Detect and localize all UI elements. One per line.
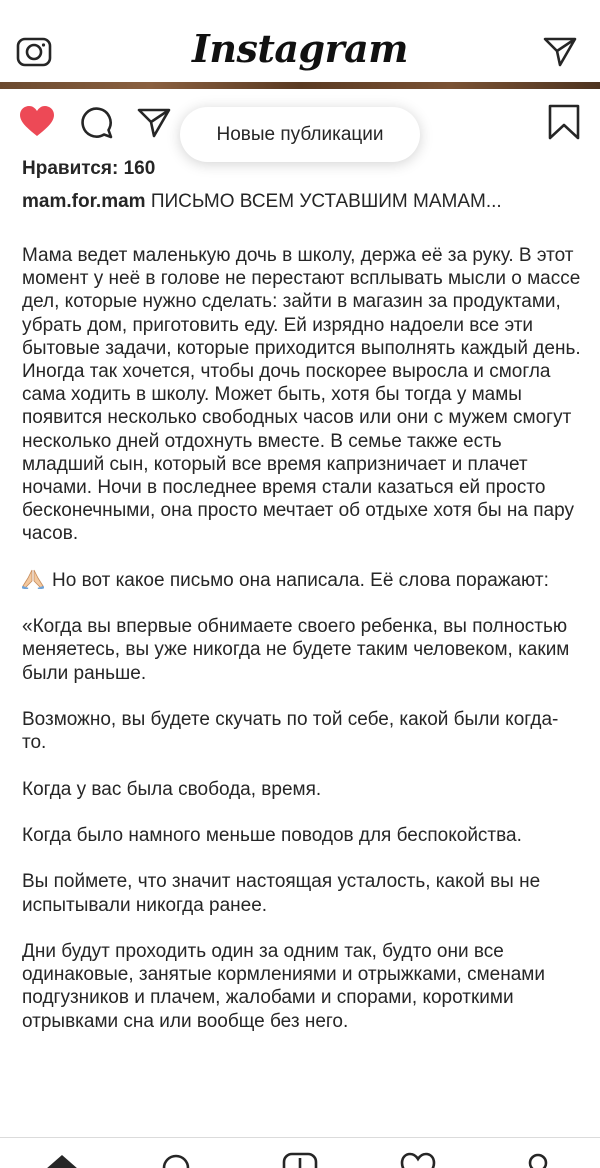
caption-paragraph: Дни будут проходить один за одним так, будто они все одинаковые, занятые кормлениями и отрыжками, сменами подгузников и плачем, жалобами и спорами, короткими отрывками сна или вообще без него.	[22, 940, 545, 1032]
caption-paragraph: Вы поймете, что значит настоящая усталость, какой вы не испытывали никогда ранее.	[22, 871, 541, 916]
bookmark-icon[interactable]	[546, 104, 582, 140]
caption-paragraph: «Когда вы впервые обнимаете своего ребенка, вы полностью меняетесь, вы уже никогда не будете таким человеком, каким были раньше.	[22, 616, 570, 684]
caption-paragraph: Мама ведет маленькую дочь в школу, держа её за руку. В этот момент у неё в голове не перестают всплывать мысли о массе дел, которые нужно сделать: зайти в магазин за продуктами, убрать дом, приготовить еду. Ей изрядно надоели все эти бытовые задачи, которые приходится выполнять каждый день. Иногда так хочется, чтобы дочь поскорее выросла и смогла сама ходить в школу. Может быть, хотя бы тогда у мамы появится несколько свободных часов или они с мужем смогут несколько дней отдохнуть вместе. В семье также есть младший сын, который все время капризничает и плачет ночами. Ночи в последнее время стали казаться ей просто бесконечными, она просто мечтает об отдыхе хотя бы на пару часов.	[22, 245, 581, 545]
caption-paragraph: Когда было намного меньше поводов для беспокойства.	[22, 825, 522, 846]
caption-header	[22, 191, 502, 213]
praying-hands-icon	[22, 569, 44, 589]
new-posts-pill[interactable]: Новые публикации	[180, 107, 420, 162]
post-username[interactable]: mam.for.mam	[22, 191, 146, 212]
profile-icon[interactable]	[520, 1152, 556, 1168]
caption-body	[22, 244, 582, 1056]
top-bar	[0, 0, 600, 84]
bottom-tab-bar	[0, 1137, 600, 1168]
likes-count[interactable]: Нравится: 160	[22, 158, 156, 179]
paper-plane-icon[interactable]	[136, 104, 172, 140]
app-logo: Instagram	[192, 26, 408, 71]
home-icon[interactable]	[44, 1152, 80, 1168]
add-post-icon[interactable]	[282, 1152, 318, 1168]
caption-paragraph	[22, 569, 582, 592]
post-photo-edge	[0, 82, 600, 89]
search-icon[interactable]	[160, 1152, 196, 1168]
caption-title: ПИСЬМО ВСЕМ УСТАВШИМ МАМАМ...	[150, 191, 502, 212]
heart-filled-icon[interactable]	[19, 104, 55, 140]
paper-plane-icon[interactable]	[542, 33, 578, 69]
activity-heart-icon[interactable]	[400, 1152, 436, 1168]
caption-paragraph: Возможно, вы будете скучать по той себе, какой были когда-то.	[22, 709, 559, 754]
comment-bubble-icon[interactable]	[78, 104, 114, 140]
caption-paragraph-text: Но вот какое письмо она написала. Её слова поражают:	[52, 569, 549, 591]
caption-paragraph: Когда у вас была свобода, время.	[22, 778, 322, 800]
